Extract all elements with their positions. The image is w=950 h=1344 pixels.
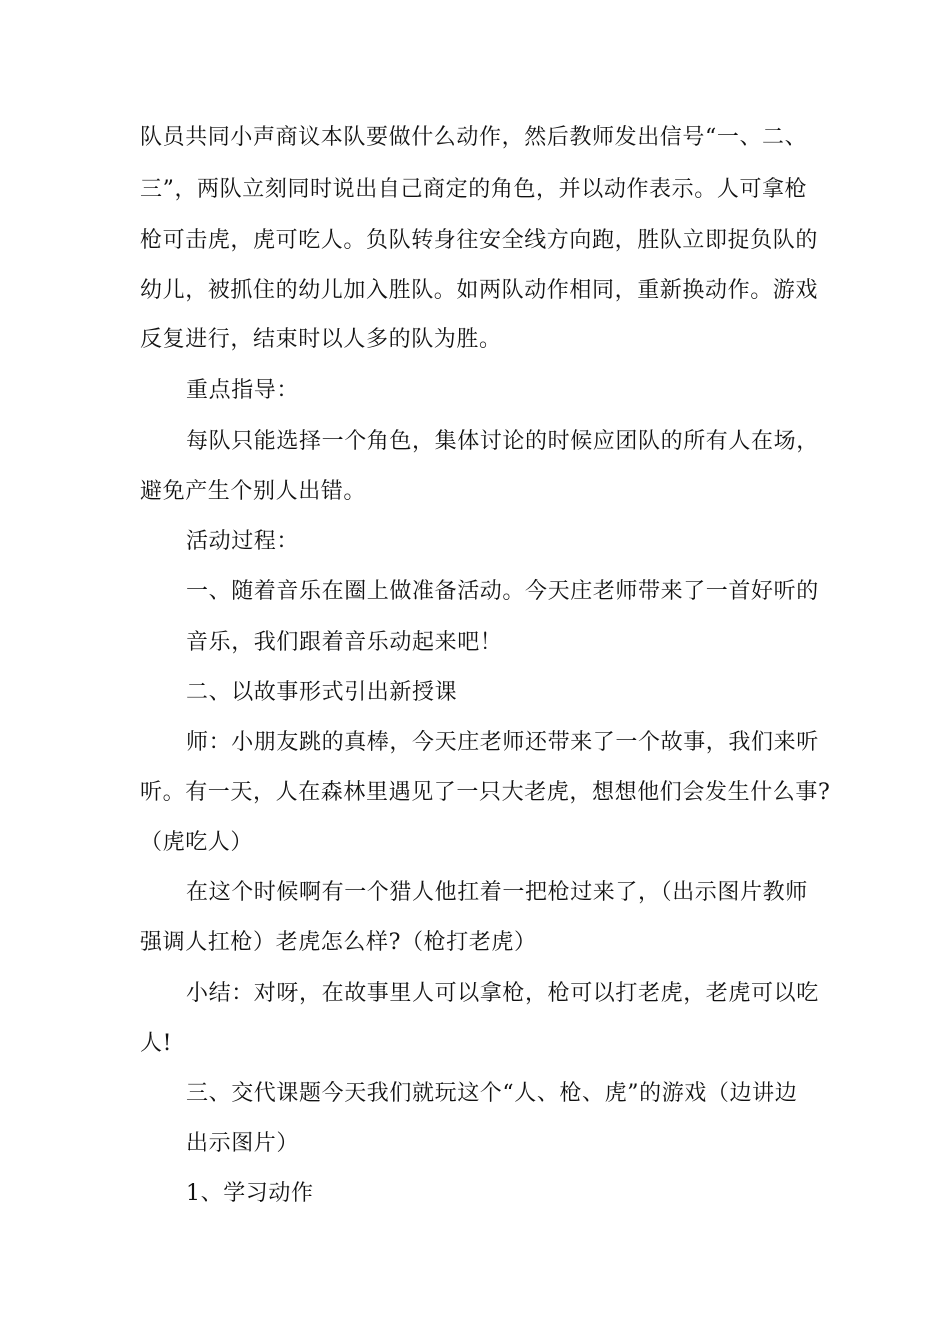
- section-heading: 二、以故事形式引出新授课: [186, 680, 458, 705]
- text-line: 小结：对呀，在故事里人可以拿枪，枪可以打老虎，老虎可以吃: [186, 981, 819, 1006]
- section-heading: 活动过程：: [186, 529, 300, 554]
- text-line: 反复进行，结束时以人多的队为胜。: [140, 327, 502, 352]
- text-line: 音乐，我们跟着音乐动起来吧！: [186, 630, 503, 655]
- text-line: 幼儿，被抓住的幼儿加入胜队。如两队动作相同，重新换动作。游戏: [140, 278, 819, 303]
- text-line: 一、随着音乐在圈上做准备活动。今天庄老师带来了一首好听的: [186, 579, 819, 604]
- text-line: （虎吃人）: [140, 830, 254, 855]
- text-line: 师：小朋友跳的真棒，今天庄老师还带来了一个故事，我们来听: [186, 730, 819, 755]
- text-line: 听。有一天，人在森林里遇见了一只大老虎，想想他们会发生什么事?: [140, 780, 831, 805]
- text-line: 三”，两队立刻同时说出自己商定的角色，并以动作表示。人可拿枪: [140, 177, 808, 202]
- section-heading: 1、学习动作: [186, 1181, 314, 1206]
- text-line: 三、交代课题今天我们就玩这个“人、枪、虎”的游戏（边讲边: [186, 1081, 798, 1106]
- text-line: 出示图片）: [186, 1131, 300, 1156]
- text-line: 避免产生个别人出错。: [140, 479, 367, 504]
- text-line: 队员共同小声商议本队要做什么动作，然后教师发出信号“一、二、: [140, 125, 808, 150]
- text-line: 在这个时候啊有一个猎人他扛着一把枪过来了，（出示图片教师: [186, 880, 808, 905]
- text-line: 每队只能选择一个角色，集体讨论的时候应团队的所有人在场，: [186, 429, 819, 454]
- text-line: 强调人扛枪）老虎怎么样?（枪打老虎）: [140, 930, 537, 955]
- text-line: 枪可击虎，虎可吃人。负队转身往安全线方向跑，胜队立即捉负队的: [140, 228, 819, 253]
- section-heading: 重点指导：: [186, 378, 300, 403]
- text-line: 人!: [140, 1031, 173, 1056]
